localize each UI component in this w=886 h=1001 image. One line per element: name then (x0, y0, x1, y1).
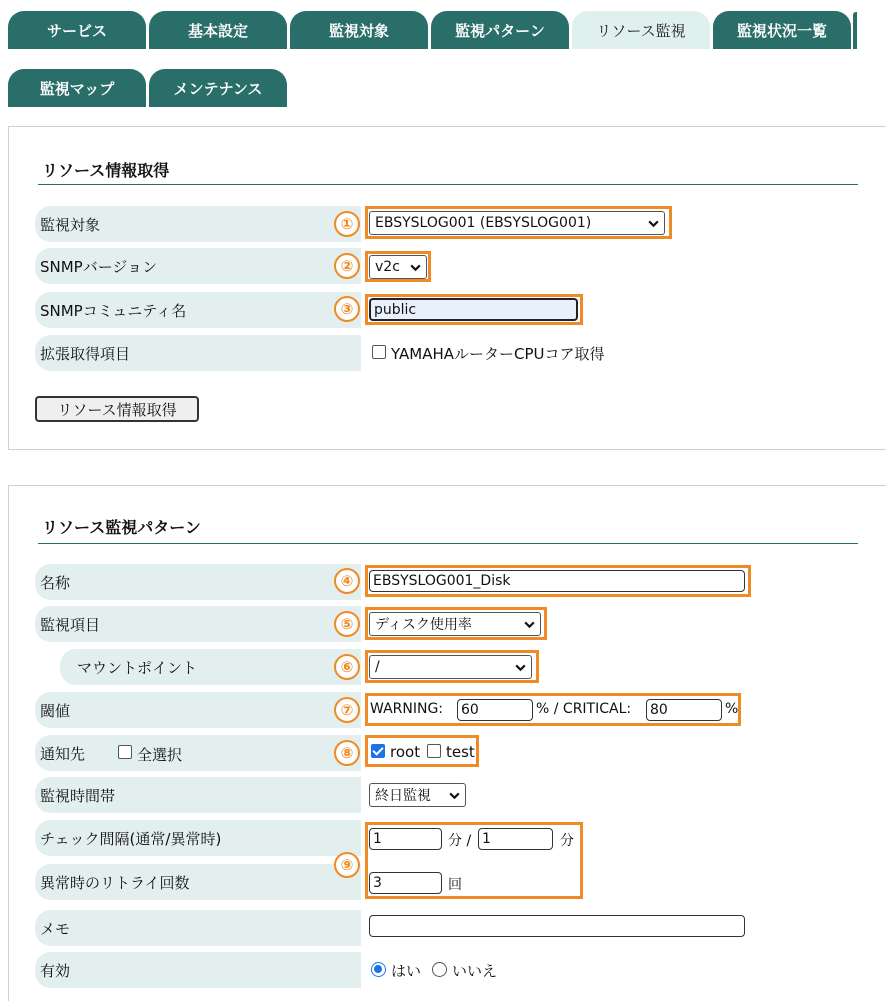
snmp-community-input[interactable]: public (369, 298, 578, 321)
critical-threshold-input[interactable]: 80 (646, 699, 722, 721)
snmp-version-label: SNMPバージョン (35, 248, 361, 284)
memo-input[interactable] (369, 915, 745, 937)
marker-2: ② (334, 253, 360, 279)
warning-label: WARNING: (370, 701, 444, 717)
tab-monitor-status[interactable]: 監視状況一覧 (713, 11, 851, 49)
critical-label: % / CRITICAL: (536, 701, 632, 717)
warning-threshold-input[interactable]: 60 (457, 699, 533, 721)
retry-unit: 回 (448, 877, 462, 893)
marker-3: ③ (334, 296, 360, 322)
notify-test-label: test (446, 743, 475, 761)
extended-items-label: 拡張取得項目 (35, 335, 361, 371)
monitor-time-value: 終日監視 (375, 788, 431, 804)
monitor-item-select[interactable] (369, 612, 541, 636)
snmp-version-select[interactable] (369, 255, 427, 279)
name-label: 名称 (35, 564, 361, 600)
monitor-time-select[interactable] (369, 783, 466, 807)
threshold-label: 閾値 (35, 692, 361, 728)
fetch-resource-info-button[interactable]: リソース情報取得 (35, 396, 199, 422)
chevron-down-icon (409, 261, 422, 274)
marker-4: ④ (334, 568, 360, 594)
check-interval-label: チェック間隔(通常/異常時) (35, 820, 361, 856)
monitor-time-label: 監視時間帯 (35, 777, 361, 813)
resource-info-divider (38, 184, 858, 185)
chevron-down-icon (514, 661, 527, 674)
interval-unit-1: 分 / (448, 833, 472, 849)
yamaha-cpu-option-label: YAMAHAルーターCPUコア取得 (391, 345, 605, 363)
snmp-community-label: SNMPコミュニティ名 (35, 292, 361, 328)
monitor-target-label: 監視対象 (35, 206, 361, 242)
tab-maintenance[interactable]: メンテナンス (149, 69, 287, 107)
resource-pattern-divider (38, 543, 858, 544)
interval-abnormal-input[interactable]: 1 (478, 828, 553, 850)
resource-pattern-title: リソース監視パターン (42, 518, 201, 537)
marker-1: ① (334, 211, 360, 237)
retry-count-input[interactable]: 3 (369, 872, 442, 894)
select-all-label: 全選択 (137, 746, 183, 764)
marker-5: ⑤ (334, 611, 360, 637)
enabled-no-label: いいえ (452, 962, 498, 980)
tab-monitor-target[interactable]: 監視対象 (290, 11, 428, 49)
tab-monitor-pattern[interactable]: 監視パターン (431, 11, 569, 49)
chevron-down-icon (647, 217, 660, 230)
retry-count-label: 異常時のリトライ回数 (35, 864, 361, 900)
tab-service[interactable]: サービス (8, 11, 146, 49)
tab-resource-monitor[interactable]: リソース監視 (572, 11, 710, 49)
notify-label: 通知先 (40, 744, 86, 763)
tab-monitor-map[interactable]: 監視マップ (8, 69, 146, 107)
notify-root-label: root (390, 743, 421, 761)
name-input[interactable]: EBSYSLOG001_Disk (369, 570, 745, 592)
enabled-no-radio[interactable] (432, 962, 447, 977)
enabled-yes-label: はい (391, 962, 422, 980)
marker-6: ⑥ (334, 654, 360, 680)
notify-test-checkbox[interactable] (427, 744, 441, 758)
enabled-label: 有効 (35, 952, 361, 988)
interval-normal-input[interactable]: 1 (369, 828, 442, 850)
monitor-target-select[interactable] (369, 211, 665, 235)
snmp-version-value: v2c (375, 259, 400, 275)
notify-label-row (35, 735, 361, 771)
marker-7: ⑦ (334, 697, 360, 723)
monitor-target-value: EBSYSLOG001 (EBSYSLOG001) (375, 215, 592, 231)
chevron-down-icon (523, 618, 536, 631)
resource-info-title: リソース情報取得 (42, 161, 170, 180)
tab-overflow-edge (853, 12, 857, 49)
chevron-down-icon (448, 789, 461, 802)
mount-point-value: / (375, 659, 380, 675)
select-all-checkbox[interactable] (118, 745, 132, 759)
critical-percent: % (725, 701, 739, 717)
monitor-item-label: 監視項目 (35, 606, 361, 642)
notify-root-checkbox[interactable] (371, 744, 385, 758)
mount-point-label: マウントポイント (60, 649, 361, 685)
memo-label: メモ (35, 910, 361, 946)
tab-basic-settings[interactable]: 基本設定 (149, 11, 287, 49)
enabled-yes-radio[interactable] (371, 962, 386, 977)
monitor-item-value: ディスク使用率 (375, 617, 472, 633)
marker-8: ⑧ (334, 740, 360, 766)
yamaha-cpu-checkbox[interactable] (372, 345, 386, 359)
marker-9: ⑨ (334, 852, 360, 878)
mount-point-select[interactable] (369, 655, 532, 679)
interval-unit-2: 分 (560, 833, 574, 849)
